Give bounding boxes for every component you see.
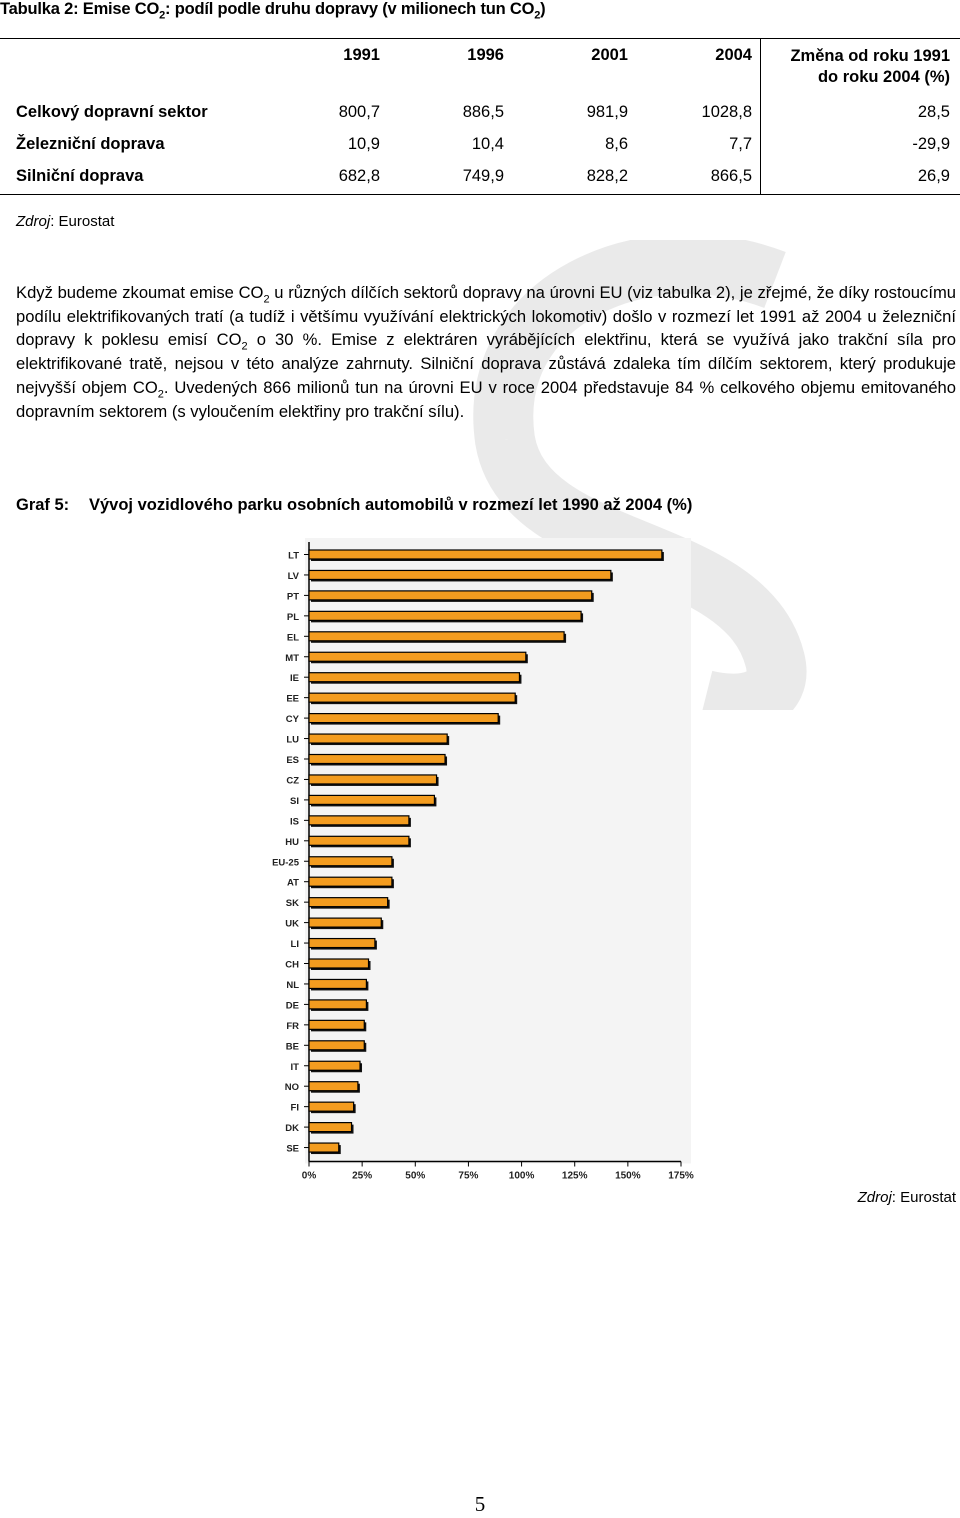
bar-be xyxy=(309,1041,364,1050)
category-label-lv: LV xyxy=(287,570,299,582)
bar-cz xyxy=(309,775,437,784)
bar-uk xyxy=(309,918,381,927)
col-header-1991: 1991 xyxy=(343,46,380,64)
page-number: 5 xyxy=(474,1492,486,1516)
table-column-divider xyxy=(760,38,761,195)
col-header-change xyxy=(764,46,950,88)
category-label-nl: NL xyxy=(286,979,299,991)
bar-si xyxy=(309,795,434,804)
bar-fr xyxy=(309,1020,364,1029)
cell-road-2001: 828,2 xyxy=(586,167,628,185)
category-label-de: DE xyxy=(285,1000,299,1012)
cell-total-2001: 981,9 xyxy=(586,103,628,121)
cell-total-1996: 886,5 xyxy=(462,103,504,121)
bar-lv xyxy=(309,570,611,579)
row-label-rail: Železniční doprava xyxy=(16,135,165,153)
col-header-1996: 1996 xyxy=(467,46,504,64)
x-tick-label-5: 125% xyxy=(561,1170,588,1182)
category-label-si: SI xyxy=(290,795,299,807)
x-tick-label-4: 100% xyxy=(508,1170,535,1182)
category-label-pl: PL xyxy=(286,611,299,623)
col-header-2001: 2001 xyxy=(591,46,628,64)
table-source: Zdroj: Eurostat xyxy=(16,213,115,230)
table-top-border xyxy=(0,38,960,39)
category-label-uk: UK xyxy=(285,918,299,930)
bar-li xyxy=(309,939,375,948)
body-paragraph: Když budeme zkoumat emise $CO_2$ u různých dílčích sektorů dopravy na úrovni EU (viz tabulka 2), je zřejmé, že díky rostoucímu podílu elektrifikovaných tratí (a tudíž i většímu využívání elektrických lokomotiv) došlo v rozmezí let 1991 až 2004 u železniční dopravy k poklesu emisí $CO_2$ o 30 %. Emise z elektráren vyrábějících elektřinu, která se využívá jako trakční síla pro elektrifikované tratě, nejsou v této analýze zahrnuty. Silniční doprava zůstává zdaleka tím dílčím sektorem, který produkuje nejvyšší objem $CO_2$. Uvedených 866 milionů tun na úrovni EU v roce 2004 představuje 84 % celkového objemu emitovaného dopravním sektorem (s vyloučením elektřiny pro trakční sílu). xyxy=(16,283,957,421)
cell-road-change: 26,9 xyxy=(917,167,950,185)
bar-se xyxy=(309,1143,339,1152)
category-label-ch: CH xyxy=(285,959,299,971)
category-label-fr: FR xyxy=(286,1020,299,1032)
category-label-ee: EE xyxy=(286,693,299,705)
category-label-hu: HU xyxy=(285,836,299,848)
x-tick-label-0: 0% xyxy=(301,1170,317,1182)
category-label-ie: IE xyxy=(290,673,299,685)
category-label-se: SE xyxy=(286,1143,299,1155)
category-label-fi: FI xyxy=(290,1102,299,1114)
table-title: Tabulka 2: Emise $CO_2$: podíl podle druhu dopravy (v milionech tun $CO_2$) xyxy=(0,0,546,22)
x-tick-label-1: 25% xyxy=(352,1170,373,1182)
bar-fi xyxy=(309,1102,354,1111)
bar-el xyxy=(309,632,564,641)
x-tick-label-6: 150% xyxy=(615,1170,641,1182)
bar-pl xyxy=(309,611,581,620)
category-label-cz: CZ xyxy=(286,775,299,787)
table-bottom-border xyxy=(0,194,960,195)
graph-number: Graf 5: xyxy=(16,496,70,514)
graph-title-text: Vývoj vozidlového parku osobních automobilů v rozmezí let 1990 až 2004 (%) xyxy=(89,496,693,514)
car-fleet-bar-chart xyxy=(255,538,710,1188)
category-label-es: ES xyxy=(286,755,299,766)
cell-total-2004: 1028,8 xyxy=(701,103,752,121)
category-label-it: IT xyxy=(290,1061,299,1073)
x-tick-label-2: 50% xyxy=(405,1170,426,1182)
category-label-at: AT xyxy=(287,877,299,889)
bar-dk xyxy=(309,1123,352,1132)
cell-rail-1996: 10,4 xyxy=(471,135,504,153)
cell-rail-change: -29,9 xyxy=(912,135,950,153)
category-label-dk: DK xyxy=(285,1123,299,1135)
category-label-eu-25: EU-25 xyxy=(272,857,299,869)
category-label-is: IS xyxy=(290,816,299,828)
bar-de xyxy=(309,1000,366,1009)
cell-total-1991: 800,7 xyxy=(338,103,380,121)
col-header-2004: 2004 xyxy=(715,46,752,64)
category-label-mt: MT xyxy=(285,652,299,664)
bar-mt xyxy=(309,652,526,661)
x-tick-label-3: 75% xyxy=(458,1170,479,1182)
category-label-sk: SK xyxy=(285,898,299,910)
graph-title xyxy=(16,496,692,515)
x-tick-label-7: 175% xyxy=(668,1170,694,1182)
bar-no xyxy=(309,1082,358,1091)
bar-cy xyxy=(309,714,498,723)
category-label-cy: CY xyxy=(285,714,299,726)
bar-pt xyxy=(309,591,592,600)
graph-source: Zdroj: Eurostat xyxy=(857,1189,956,1206)
category-label-be: BE xyxy=(285,1041,299,1053)
bar-hu xyxy=(309,836,409,845)
bar-eu-25 xyxy=(309,857,392,866)
category-label-lt: LT xyxy=(288,550,299,562)
row-label-total: Celkový dopravní sektor xyxy=(16,103,208,121)
cell-rail-1991: 10,9 xyxy=(347,135,380,153)
bar-is xyxy=(309,816,409,825)
col-header-change-line1: Změna od roku 1991 xyxy=(790,47,950,65)
col-header-change-line2: do roku 2004 (%) xyxy=(817,68,950,86)
cell-total-change: 28,5 xyxy=(917,103,950,121)
category-label-pt: PT xyxy=(286,591,299,603)
category-label-li: LI xyxy=(290,939,299,951)
category-label-no: NO xyxy=(284,1082,299,1094)
cell-road-1996: 749,9 xyxy=(462,167,504,185)
cell-rail-2001: 8,6 xyxy=(605,135,628,153)
category-label-el: EL xyxy=(286,632,299,644)
bar-ch xyxy=(309,959,369,968)
cell-rail-2004: 7,7 xyxy=(729,135,752,153)
bar-at xyxy=(309,877,392,886)
cell-road-2004: 866,5 xyxy=(710,167,752,185)
row-label-road: Silniční doprava xyxy=(16,167,144,185)
category-label-lu: LU xyxy=(286,734,299,746)
bar-lt xyxy=(309,550,662,559)
bar-ie xyxy=(309,673,519,682)
bar-ee xyxy=(309,693,515,702)
bar-sk xyxy=(309,898,388,907)
bar-it xyxy=(309,1061,360,1070)
bar-nl xyxy=(309,979,366,988)
bar-es xyxy=(309,755,445,764)
cell-road-1991: 682,8 xyxy=(338,167,380,185)
bar-lu xyxy=(309,734,447,743)
